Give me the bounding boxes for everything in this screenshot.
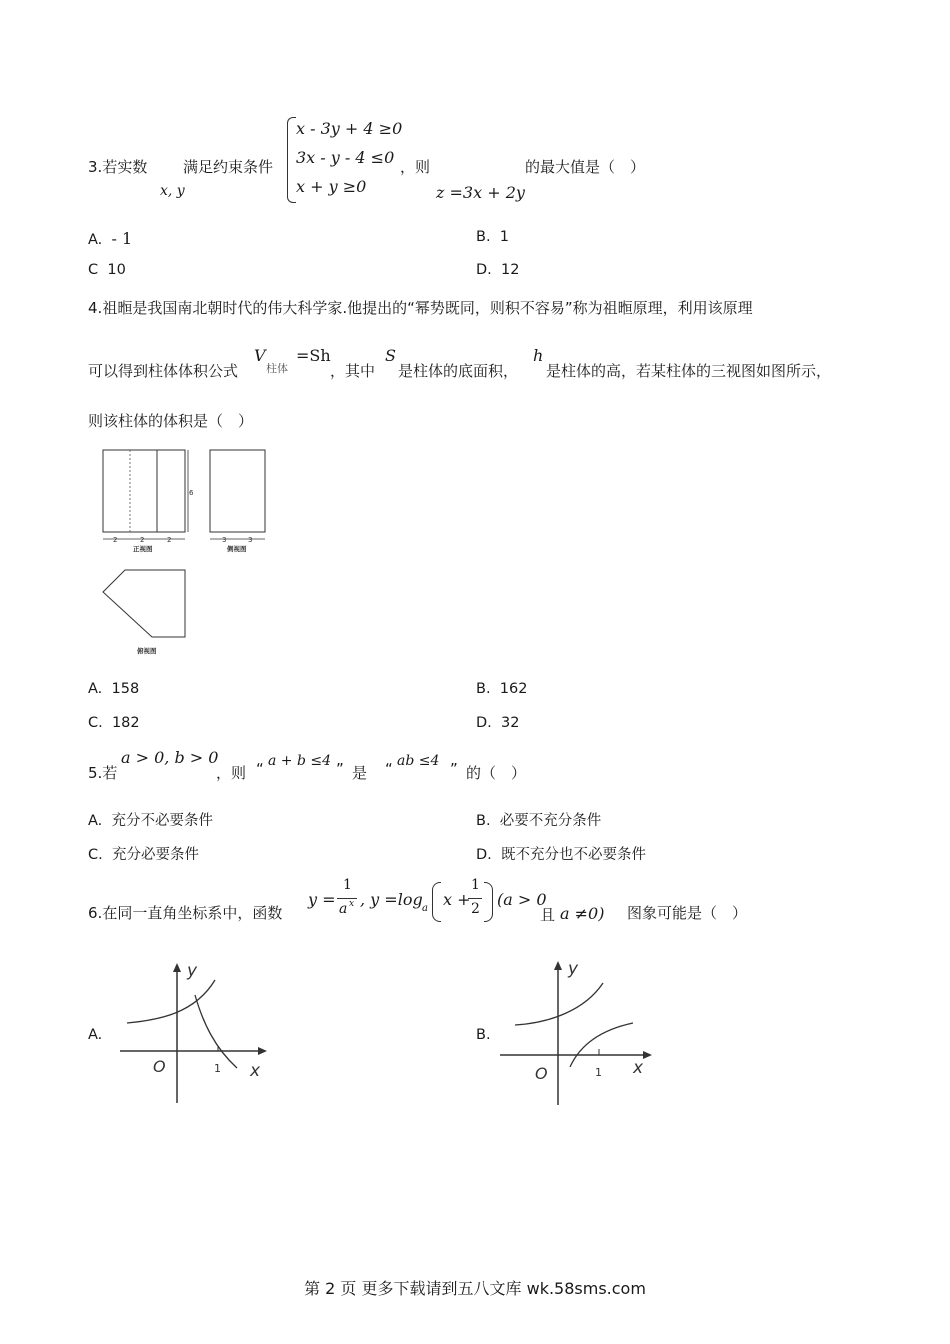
q6-log-base: a	[422, 903, 428, 914]
q5-option-d[interactable]	[476, 843, 646, 864]
option-letter: A.	[88, 681, 103, 697]
front-dim-1: 2	[113, 536, 118, 544]
y-axis-arrow	[554, 961, 562, 970]
q4-line-2b: ，其中	[330, 362, 376, 380]
tick-1-label: 1	[214, 1062, 221, 1075]
q6-text-b: 图象可能是（ ）	[627, 904, 748, 922]
decreasing-curve	[195, 995, 237, 1068]
side-dim-2: 3	[248, 536, 253, 544]
q6-cond-b: a ≠0)	[560, 904, 605, 923]
option-letter: A.	[88, 813, 103, 829]
q6-y-eq: y =	[308, 890, 336, 909]
q5-option-b[interactable]	[476, 809, 601, 830]
q5-text-b: ，则	[216, 764, 247, 782]
option-letter: B.	[476, 813, 491, 829]
q3-constraint-1: x - 3y + 4 ≥0	[296, 119, 403, 138]
option-letter: B.	[476, 681, 491, 697]
option-letter: C	[88, 262, 99, 278]
q3-text-a: 若实数	[102, 158, 148, 176]
q6-inner-x: x +	[443, 890, 471, 909]
x-axis-label: x	[250, 1061, 261, 1081]
option-letter: D.	[476, 715, 492, 731]
y-axis-arrow	[173, 963, 181, 972]
q3-option-c[interactable]	[88, 262, 126, 278]
front-view-label: 正视图	[133, 545, 153, 553]
q4-option-c[interactable]	[88, 715, 140, 731]
q6-frac-numerator: 1	[343, 877, 352, 893]
front-view-rect	[103, 450, 185, 532]
option-value: 32	[501, 715, 520, 731]
option-value: 158	[111, 681, 140, 697]
option-value: 10	[107, 262, 126, 278]
q5-option-c[interactable]	[88, 843, 199, 864]
q4-var-h: h	[533, 346, 544, 365]
side-dim-1: 3	[222, 536, 227, 544]
option-value: 12	[501, 262, 520, 278]
q4-number: 4.	[88, 299, 103, 317]
front-dim-2: 2	[140, 536, 145, 544]
x-axis-arrow	[258, 1047, 267, 1055]
q6-inner-frac-bar	[468, 898, 482, 899]
q4-formula-rhs: =Sh	[296, 346, 331, 365]
q6-cond-a: (a > 0	[497, 890, 547, 909]
q3-stem-a	[88, 156, 147, 177]
front-dim-3: 2	[167, 536, 172, 544]
q4-line-3: 则该柱体的体积是（ ）	[88, 412, 254, 430]
q5-right-quote-1: ”	[336, 760, 344, 778]
q6-option-a-letter[interactable]: A.	[88, 1027, 103, 1043]
upper-curve	[515, 983, 603, 1025]
x-axis-label: x	[633, 1058, 644, 1078]
q6-frac-denominator: a	[339, 901, 348, 917]
side-view-label: 侧视图	[227, 545, 247, 553]
q3-option-a[interactable]	[88, 229, 132, 248]
q6-number: 6.	[88, 904, 103, 922]
option-letter: C.	[88, 847, 103, 863]
q5-stem-a	[88, 762, 117, 783]
q6-inner-numerator: 1	[471, 877, 480, 893]
tick-1-label: 1	[595, 1066, 602, 1079]
q4-formula-v: V	[254, 346, 266, 365]
q5-option-a[interactable]	[88, 809, 213, 830]
option-letter: D.	[476, 847, 492, 863]
y-axis-label: y	[187, 961, 198, 981]
q4-line-1-text: 祖暅是我国南北朝时代的伟大科学家.他提出的“幂势既同，则积不容易”称为祖暅原理，利用该原理	[102, 299, 753, 317]
option-value: 充分必要条件	[111, 847, 199, 863]
q6-log-y: , y =log	[360, 890, 423, 909]
q4-line-2d: 是柱体的高，若某柱体的三视图如图所示，	[546, 362, 832, 380]
option-value: - 1	[111, 229, 133, 248]
q3-number: 3.	[88, 158, 103, 176]
top-view-label: 俯视图	[137, 647, 157, 655]
q3-vars: x, y	[160, 183, 185, 199]
option-value: 182	[111, 715, 140, 731]
q3-objective: z =3x + 2y	[436, 183, 525, 202]
q3-text-b: 满足约束条件	[183, 158, 274, 176]
y-axis-label: y	[568, 959, 579, 979]
option-letter: B.	[476, 229, 491, 245]
q3-system-brace	[287, 117, 296, 203]
q5-text-c: 是	[352, 764, 368, 782]
q4-line-2a: 可以得到柱体体积公式	[88, 362, 239, 380]
q5-left-quote-1: “	[256, 760, 264, 778]
lower-log-curve	[570, 1023, 633, 1067]
option-value: 1	[499, 229, 510, 245]
q4-three-view-figure	[95, 440, 285, 660]
q6-frac-den-sup: x	[349, 899, 355, 909]
q6-text-qie: 且	[540, 906, 556, 924]
origin-label: O	[153, 1057, 166, 1076]
q5-text-a: 若	[102, 764, 118, 782]
q5-proposition-q: ab ≤4	[397, 753, 440, 769]
q5-proposition-p: a + b ≤4	[268, 753, 332, 769]
q3-constraint-2: 3x - y - 4 ≤0	[296, 148, 395, 167]
q6-inner-denominator: 2	[471, 901, 480, 917]
top-view-pentagon	[103, 570, 185, 637]
option-letter: D.	[476, 262, 492, 278]
q6-left-paren	[432, 882, 441, 922]
q5-condition: a > 0, b > 0	[121, 748, 219, 767]
height-dim-label: 6	[189, 489, 194, 497]
q5-number: 5.	[88, 764, 103, 782]
side-view-rect	[210, 450, 265, 532]
x-axis-arrow	[643, 1051, 652, 1059]
option-letter: A.	[88, 232, 103, 248]
q6-text-a: 在同一直角坐标系中，函数	[102, 904, 283, 922]
option-value: 既不充分也不必要条件	[501, 847, 646, 863]
origin-label: O	[535, 1064, 548, 1083]
q6-graph-a[interactable]	[115, 958, 275, 1108]
q3-option-d[interactable]	[476, 262, 519, 278]
q3-constraint-3: x + y ≥0	[296, 177, 367, 196]
q5-left-quote-2: “	[385, 760, 393, 778]
q5-right-quote-2: ”	[450, 760, 458, 778]
option-value: 必要不充分条件	[499, 813, 602, 829]
q4-formula-sub: 柱体	[266, 362, 288, 375]
option-letter: C.	[88, 715, 103, 731]
q4-line-2c: 是柱体的底面积，	[398, 362, 519, 380]
q4-var-s: S	[385, 346, 396, 365]
q4-line-1	[88, 297, 753, 318]
q6-option-b-letter[interactable]: B.	[476, 1027, 491, 1043]
page-footer: 第 2 页 更多下载请到五八文库 wk.58sms.com	[304, 1279, 646, 1298]
q5-text-d: 的（ ）	[466, 764, 527, 782]
q6-graph-b[interactable]	[495, 955, 660, 1110]
option-value: 162	[499, 681, 528, 697]
q4-option-a[interactable]	[88, 681, 139, 697]
q4-option-b[interactable]	[476, 681, 527, 697]
q6-right-paren	[484, 882, 493, 922]
option-value: 充分不必要条件	[111, 813, 213, 829]
q3-text-c: ，则	[400, 158, 431, 176]
q6-stem-a	[88, 902, 282, 923]
q4-option-d[interactable]	[476, 715, 519, 731]
q3-option-b[interactable]	[476, 229, 509, 245]
q3-text-d: 的最大值是（ ）	[525, 158, 646, 176]
